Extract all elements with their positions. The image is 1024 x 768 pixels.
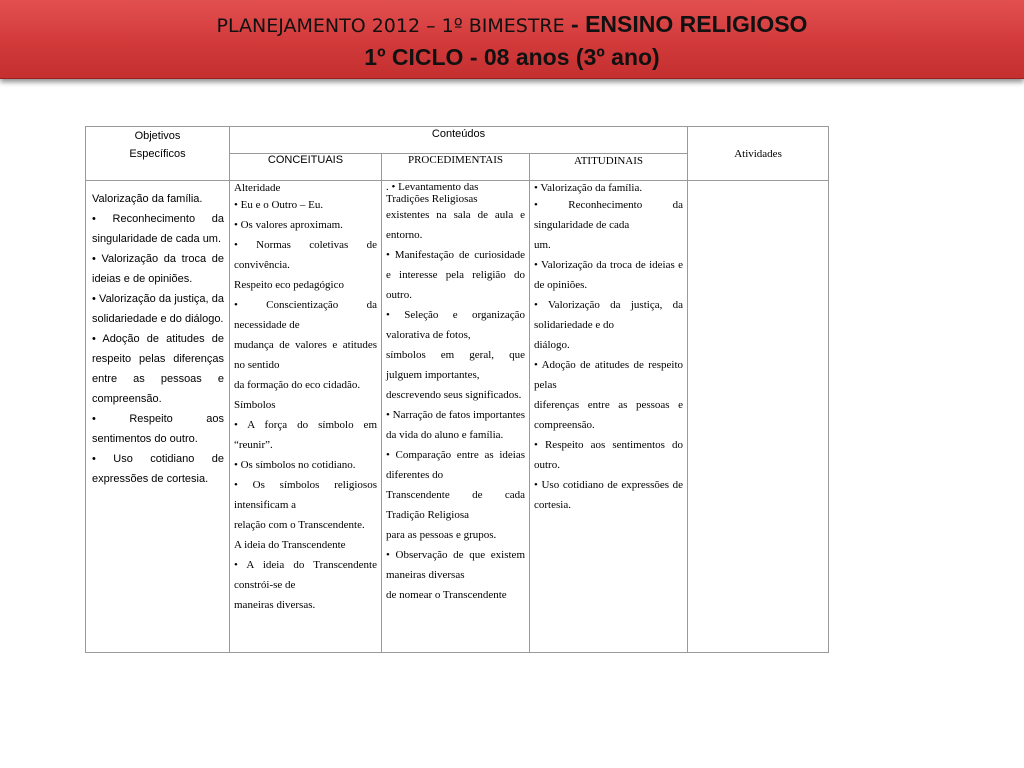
procedimental-item: Transcendente de cada Tradição Religiosa (386, 489, 525, 521)
conceitual-item: • A força do símbolo em “reunir”. (234, 419, 377, 451)
conceitual-item: Respeito eco pedagógico (234, 279, 344, 291)
title-banner (0, 0, 1024, 79)
atitudinais-cell (530, 181, 688, 653)
procedimental-second-line: Tradições Religiosas (386, 193, 478, 205)
conceitual-item: • Os símbolos religiosos intensificam a (234, 479, 377, 511)
atitudinal-item: • Uso cotidiano de expressões de cortesia. (534, 479, 684, 511)
procedimental-item: • Manifestação de curiosidade e interesse pela religião do outro. (386, 249, 525, 301)
atividades-cell (688, 181, 829, 653)
header-objetivos-line1: Objetivos (134, 130, 181, 142)
objetivo-item: • Valorização da justiça, da solidariedade e do diálogo. (92, 293, 224, 325)
procedimental-first-line: . • Levantamento das (386, 181, 479, 193)
header-conceituais: CONCEITUAIS (230, 154, 382, 181)
objetivo-item: Valorização da família. (92, 193, 203, 205)
objetivo-item: • Uso cotidiano de expressões de cortesia. (92, 453, 224, 485)
conceitual-item: • Os símbolos no cotidiano. (234, 459, 356, 471)
title-part-1: PLANEJAMENTO 2012 – 1º BIMESTRE (216, 15, 565, 37)
conceituais-cell (230, 181, 382, 653)
conceitual-item: A ideia do Transcendente (234, 539, 346, 551)
objetivo-item: • Valorização da troca de ideias e de opiniões. (92, 253, 224, 285)
atitudinal-item: • Adoção de atitudes de respeito pelas (534, 359, 684, 391)
atitudinal-item: diálogo. (534, 339, 570, 351)
page-title (0, 10, 1024, 38)
conceitual-item: mudança de valores e atitudes no sentido (234, 339, 377, 371)
procedimental-item: para as pessoas e grupos. (386, 529, 497, 541)
planning-table (85, 126, 829, 653)
header-procedimentais: PROCEDIMENTAIS (382, 154, 530, 181)
conceitual-item: da formação do eco cidadão. (234, 379, 361, 391)
header-conteudos: Conteúdos (230, 127, 688, 154)
objetivos-cell (86, 181, 230, 653)
header-objetivos (86, 127, 230, 181)
atitudinal-item: • Valorização da família. (534, 182, 643, 194)
procedimental-item: símbolos em geral, que julguem importantes, (386, 349, 525, 381)
procedimental-item: • Narração de fatos importantes da vida do aluno e família. (386, 409, 525, 441)
conceitual-item: • Normas coletivas de convivência. (234, 239, 377, 271)
objetivo-item: • Respeito aos sentimentos do outro. (92, 413, 224, 445)
conceitual-item: relação com o Transcendente. (234, 519, 365, 531)
procedimental-item: descrevendo seus significados. (386, 389, 522, 401)
header-objetivos-line2: Específicos (129, 148, 186, 160)
conceitual-item: • Eu e o Outro – Eu. (234, 199, 324, 211)
conceitual-item: Alteridade (234, 182, 281, 194)
atitudinal-item: • Valorização da troca de ideias e de opiniões. (534, 259, 684, 291)
atitudinal-item: um. (534, 239, 551, 251)
objetivo-item: • Reconhecimento da singularidade de cada um. (92, 213, 224, 245)
header-atividades: Atividades (688, 127, 829, 181)
page-subtitle: 1º CICLO - 08 anos (3º ano) (364, 44, 660, 70)
procedimental-item: • Seleção e organização valorativa de fotos, (386, 309, 525, 341)
conceitual-item: • Os valores aproximam. (234, 219, 343, 231)
procedimental-item: de nomear o Transcendente (386, 589, 507, 601)
procedimental-item: existentes na sala de aula e entorno. (386, 209, 525, 241)
atitudinal-item: • Respeito aos sentimentos do outro. (534, 439, 684, 471)
objetivo-item: • Adoção de atitudes de respeito pelas diferenças entre as pessoas e compreensão. (92, 333, 224, 405)
conceitual-item: maneiras diversas. (234, 599, 316, 611)
atitudinal-item: • Reconhecimento da singularidade de cada (534, 199, 684, 231)
procedimental-item: • Observação de que existem maneiras diversas (386, 549, 525, 581)
atitudinal-item: • Valorização da justiça, da solidariedade e do (534, 299, 684, 331)
conceitual-item: • Conscientização da necessidade de (234, 299, 377, 331)
conceitual-item: Símbolos (234, 399, 276, 411)
header-atitudinais: ATITUDINAIS (530, 154, 688, 181)
conceitual-item: • A ideia do Transcendente constrói-se de (234, 559, 377, 591)
title-part-2: - ENSINO RELIGIOSO (564, 11, 808, 37)
atitudinal-item: diferenças entre as pessoas e compreensão. (534, 399, 684, 431)
procedimental-item: • Comparação entre as ideias diferentes do (386, 449, 525, 481)
procedimentais-cell (382, 181, 530, 653)
